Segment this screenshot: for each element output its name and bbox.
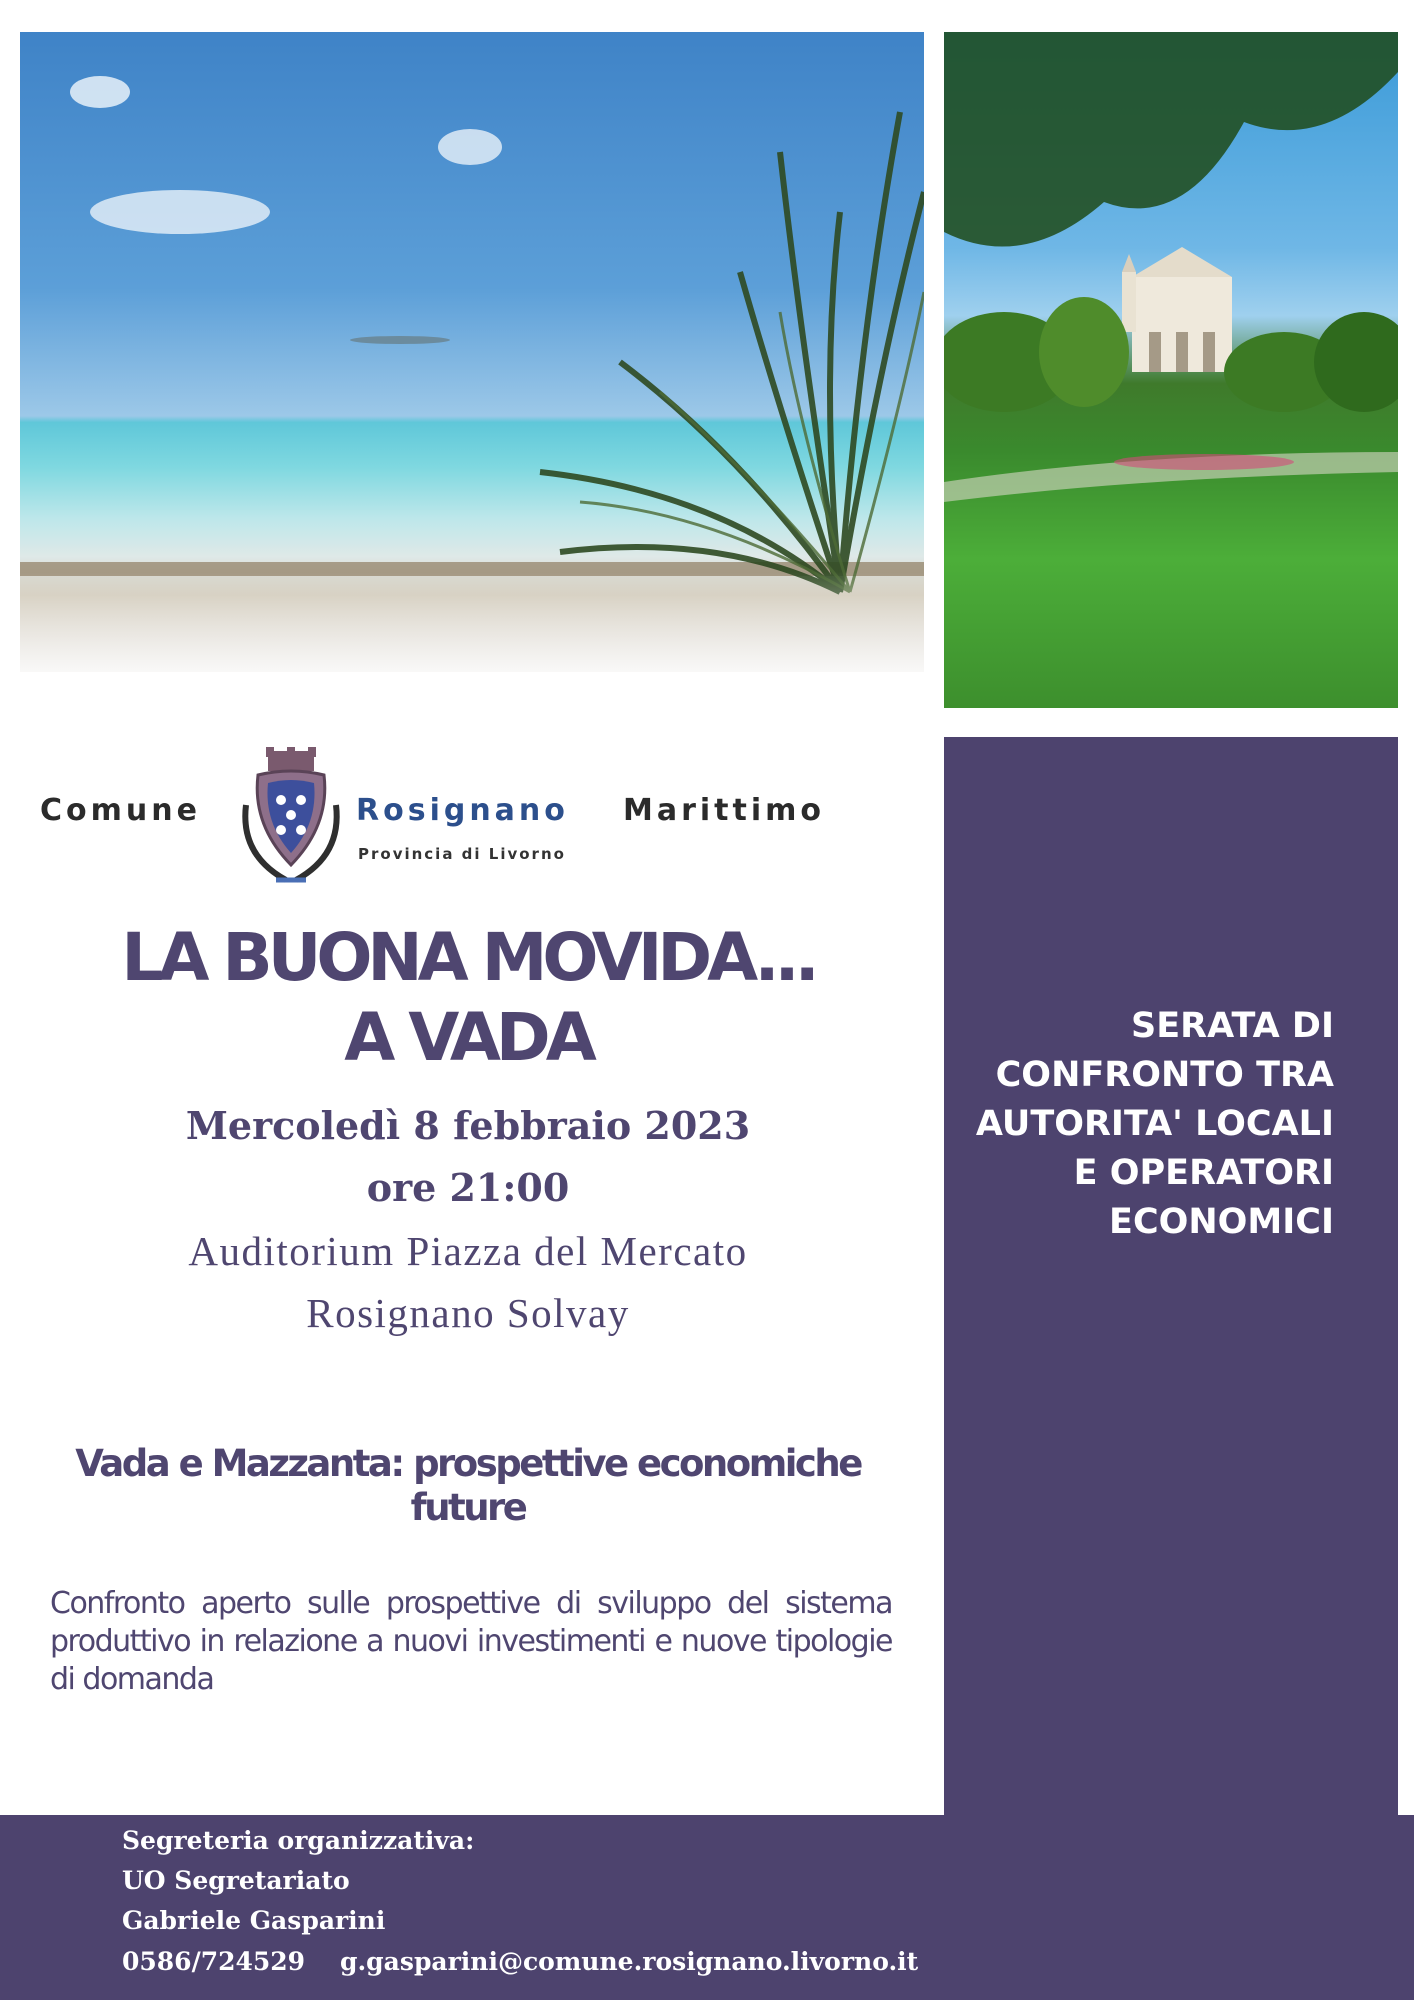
event-venue: Auditorium Piazza del Mercato (188, 1228, 748, 1274)
logo-provincia-text: Provincia di Livorno (358, 845, 566, 863)
footer-office: UO Segretariato (122, 1866, 350, 1895)
event-description: Confronto aperto sulle prospettive di sviluppo del sistema produttivo in relazione a nuovi investimenti e nuove tipologie di domanda (50, 1586, 892, 1697)
municipal-crest-icon (236, 745, 346, 890)
logo-comune-text: Comune (40, 793, 201, 828)
beach-fade (20, 572, 924, 672)
event-title (40, 918, 896, 1078)
event-time: ore 21:00 (366, 1165, 570, 1210)
side-panel-line: AUTORITA' LOCALI (975, 1104, 1334, 1144)
footer-phone: 0586/724529 (122, 1947, 306, 1976)
footer-secretariat-label: Segreteria organizzativa: (122, 1826, 475, 1855)
side-panel (944, 737, 1398, 2000)
logo-rosignano-text: Rosignano (356, 793, 569, 828)
event-subtitle (40, 1442, 896, 1530)
side-panel-line: E OPERATORI (1073, 1153, 1334, 1193)
beach-photo (20, 32, 924, 672)
event-subtitle-line1: Vada e Mazzanta: prospettive economiche (75, 1442, 861, 1485)
park-scene (944, 32, 1398, 708)
side-panel-line: ECONOMICI (1109, 1202, 1334, 1242)
event-date: Mercoledì 8 febbraio 2023 (185, 1103, 751, 1148)
event-subtitle-line2: future (410, 1486, 526, 1529)
side-panel-line: CONFRONTO TRA (995, 1055, 1334, 1095)
park-church-photo (944, 32, 1398, 708)
footer-email-link[interactable]: g.gasparini@comune.rosignano.livorno.it (340, 1947, 919, 1976)
side-panel-line: SERATA DI (1131, 1006, 1334, 1046)
event-location: Rosignano Solvay (306, 1290, 630, 1336)
logo-marittimo-text: Marittimo (623, 793, 826, 828)
event-title-line2: A VADA (344, 999, 592, 1076)
side-panel-text (944, 1002, 1334, 1247)
footer-contact-name: Gabriele Gasparini (122, 1906, 386, 1935)
event-title-line1: LA BUONA MOVIDA... (121, 919, 815, 996)
